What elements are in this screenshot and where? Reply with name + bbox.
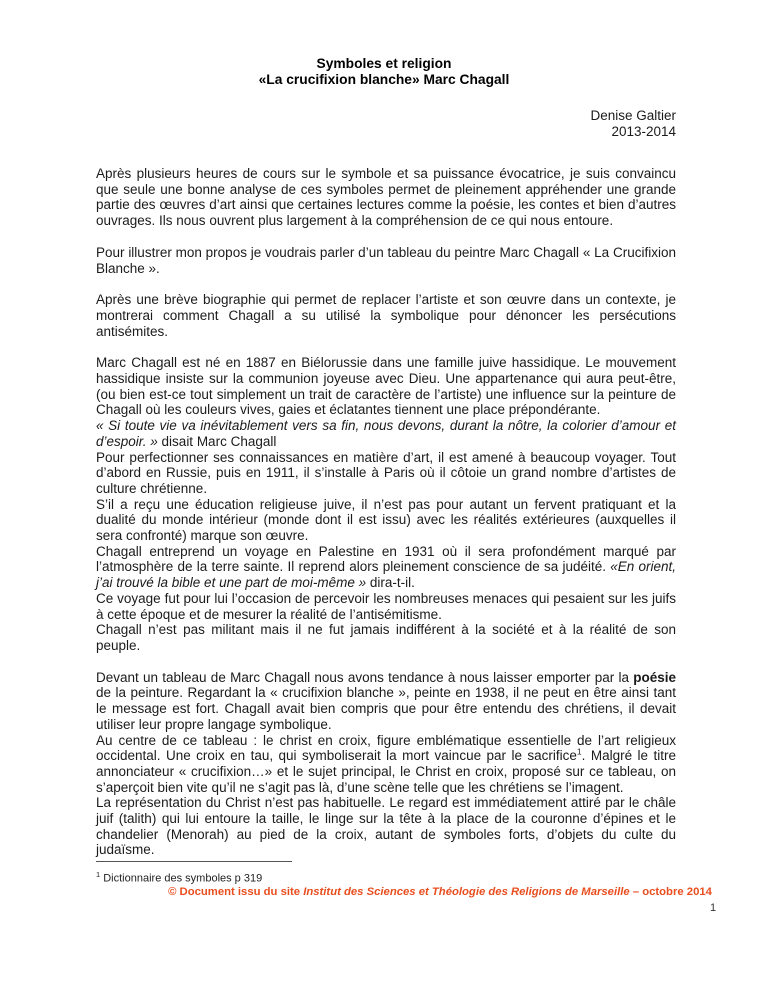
footer-date: – octobre 2014 [629, 886, 712, 898]
text-segment: Pour perfectionner ses connaissances en matière d’art, il est amené à beaucoup voyager. Tout d’abord en Russie, puis en 1911, il s’installe à Paris où il côtoie un grand nombre d’artistes de culture chrétienne. [96, 449, 676, 496]
text-segment: disait Marc Chagall [157, 433, 277, 449]
page-number: 1 [710, 902, 717, 914]
document-footer [96, 886, 730, 899]
text-segment: Au centre de ce tableau : le christ en croix, figure emblématique essentielle de l’art religieux occidental. Une croix en tau, qui symboliserait la mort vaincue par le sacrifice [96, 732, 676, 764]
footnote-reference: 1 [576, 746, 582, 757]
text-segment: S’il a reçu une éducation religieuse juive, il n’est pas pour autant un fervent pratiquant et la dualité du monde intérieur (monde dont il est issu) avec les réalités extérieures (auxquelles il sera confronté) marque son œuvre. [96, 496, 676, 544]
author-block [590, 108, 676, 140]
paragraph [96, 355, 676, 418]
text-segment: Devant un tableau de Marc Chagall nous avons tendance à nous laisser emporter par la [96, 669, 634, 685]
paragraph [96, 544, 676, 591]
footer-site-name: Institut des Sciences et Théologie des Religions de Marseille [303, 886, 630, 898]
paragraph [96, 591, 676, 622]
document-body [96, 166, 676, 858]
paragraph [96, 670, 676, 733]
document-title [0, 56, 768, 87]
paragraph [96, 166, 676, 229]
paragraph [96, 795, 676, 858]
author-name: Denise Galtier [590, 108, 676, 123]
paragraph [96, 292, 676, 339]
paragraph [96, 497, 676, 544]
author-period: 2013-2014 [611, 123, 676, 139]
text-segment: . Malgré le titre annonciateur « crucifixion…» et le sujet principal, le Christ en croix, proposé sur ce tableau, on s’aperçoit bien vite qu’il ne s’agit pas là, d’une scène telle que les chrétiens se l’imagent. [96, 748, 676, 795]
paragraph [96, 418, 676, 449]
footnote [96, 868, 262, 886]
text-segment: Chagall entreprend un voyage en Palestine en 1931 où il sera profondément marqué par l’atmosphère de la terre sainte. Il reprend alors pleinement conscience de sa judéité. [96, 543, 676, 575]
text-segment: poésie [633, 669, 676, 685]
footer-copyright: © Document issu du site [168, 886, 304, 898]
paragraph [96, 622, 676, 653]
paragraph [96, 733, 676, 796]
paragraph [96, 450, 676, 497]
text-segment: Après une brève biographie qui permet de replacer l’artiste et son œuvre dans un contexte, je montrerai comment Chagall a su utilisé la symbolique pour dénoncer les persécutions antisémites. [96, 292, 676, 339]
text-segment: de la peinture. Regardant la « crucifixion blanche », peinte en 1938, il ne peut en être ainsi tant le message est fort. Chagall avait bien compris que pour être entendu des chrétiens, il devait utiliser leur propre langage symbolique. [96, 685, 676, 732]
footnote-separator [96, 861, 292, 862]
text-segment: Chagall n’est pas militant mais il ne fut jamais indifférent à la société et à la réalité de son peuple. [96, 622, 676, 653]
text-segment: « Si toute vie va inévitablement vers sa fin, nous devons, durant la nôtre, la colorier d’amour et d’espoir. » [96, 418, 676, 449]
text-segment: dira-t-il. [366, 575, 415, 591]
title-line-2: «La crucifixion blanche» Marc Chagall [258, 71, 510, 87]
paragraph [96, 245, 676, 276]
footnote-marker: 1 [96, 870, 101, 879]
text-segment: Pour illustrer mon propos je voudrais parler d’un tableau du peintre Marc Chagall « La Crucifixion Blanche ». [96, 244, 676, 276]
title-line-1: Symboles et religion [316, 56, 452, 71]
text-segment: Marc Chagall est né en 1887 en Biélorussie dans une famille juive hassidique. Le mouvement hassidique insiste sur la communion joyeuse avec Dieu. Une appartenance qui aura peut-être, (ou bien est-ce tout simplement un trait de caractère de l’artiste) une influence sur la peinture de Chagall où les couleurs vives, gaies et éclatantes tiennent une place prépondérante. [96, 355, 676, 418]
text-segment: Après plusieurs heures de cours sur le symbole et sa puissance évocatrice, je suis convaincu que seule une bonne analyse de ces symboles permet de pleinement appréhender une grande partie des œuvres d’art ainsi que certaines lectures comme la poésie, les contes et bien d’autres ouvrages. Ils nous ouvrent plus largement à la compréhension de ce qui nous entoure. [96, 166, 676, 229]
text-segment: Ce voyage fut pour lui l’occasion de percevoir les nombreuses menaces qui pesaient sur les juifs à cette époque et de mesurer la réalité de l’antisémitisme. [96, 590, 676, 622]
text-segment: La représentation du Christ n’est pas habituelle. Le regard est immédiatement attiré par le châle juif (talith) qui lui entoure la taille, le linge sur la tête à la place de la couronne d’épines et le chandelier (Menorah) au pied de la croix, autant de symboles forts, d’objets du culte du judaïsme. [96, 795, 676, 858]
text-segment: «En orient, j’ai trouvé la bible et une part de moi-même » [96, 559, 676, 591]
footnote-text: Dictionnaire des symboles p 319 [103, 872, 263, 885]
